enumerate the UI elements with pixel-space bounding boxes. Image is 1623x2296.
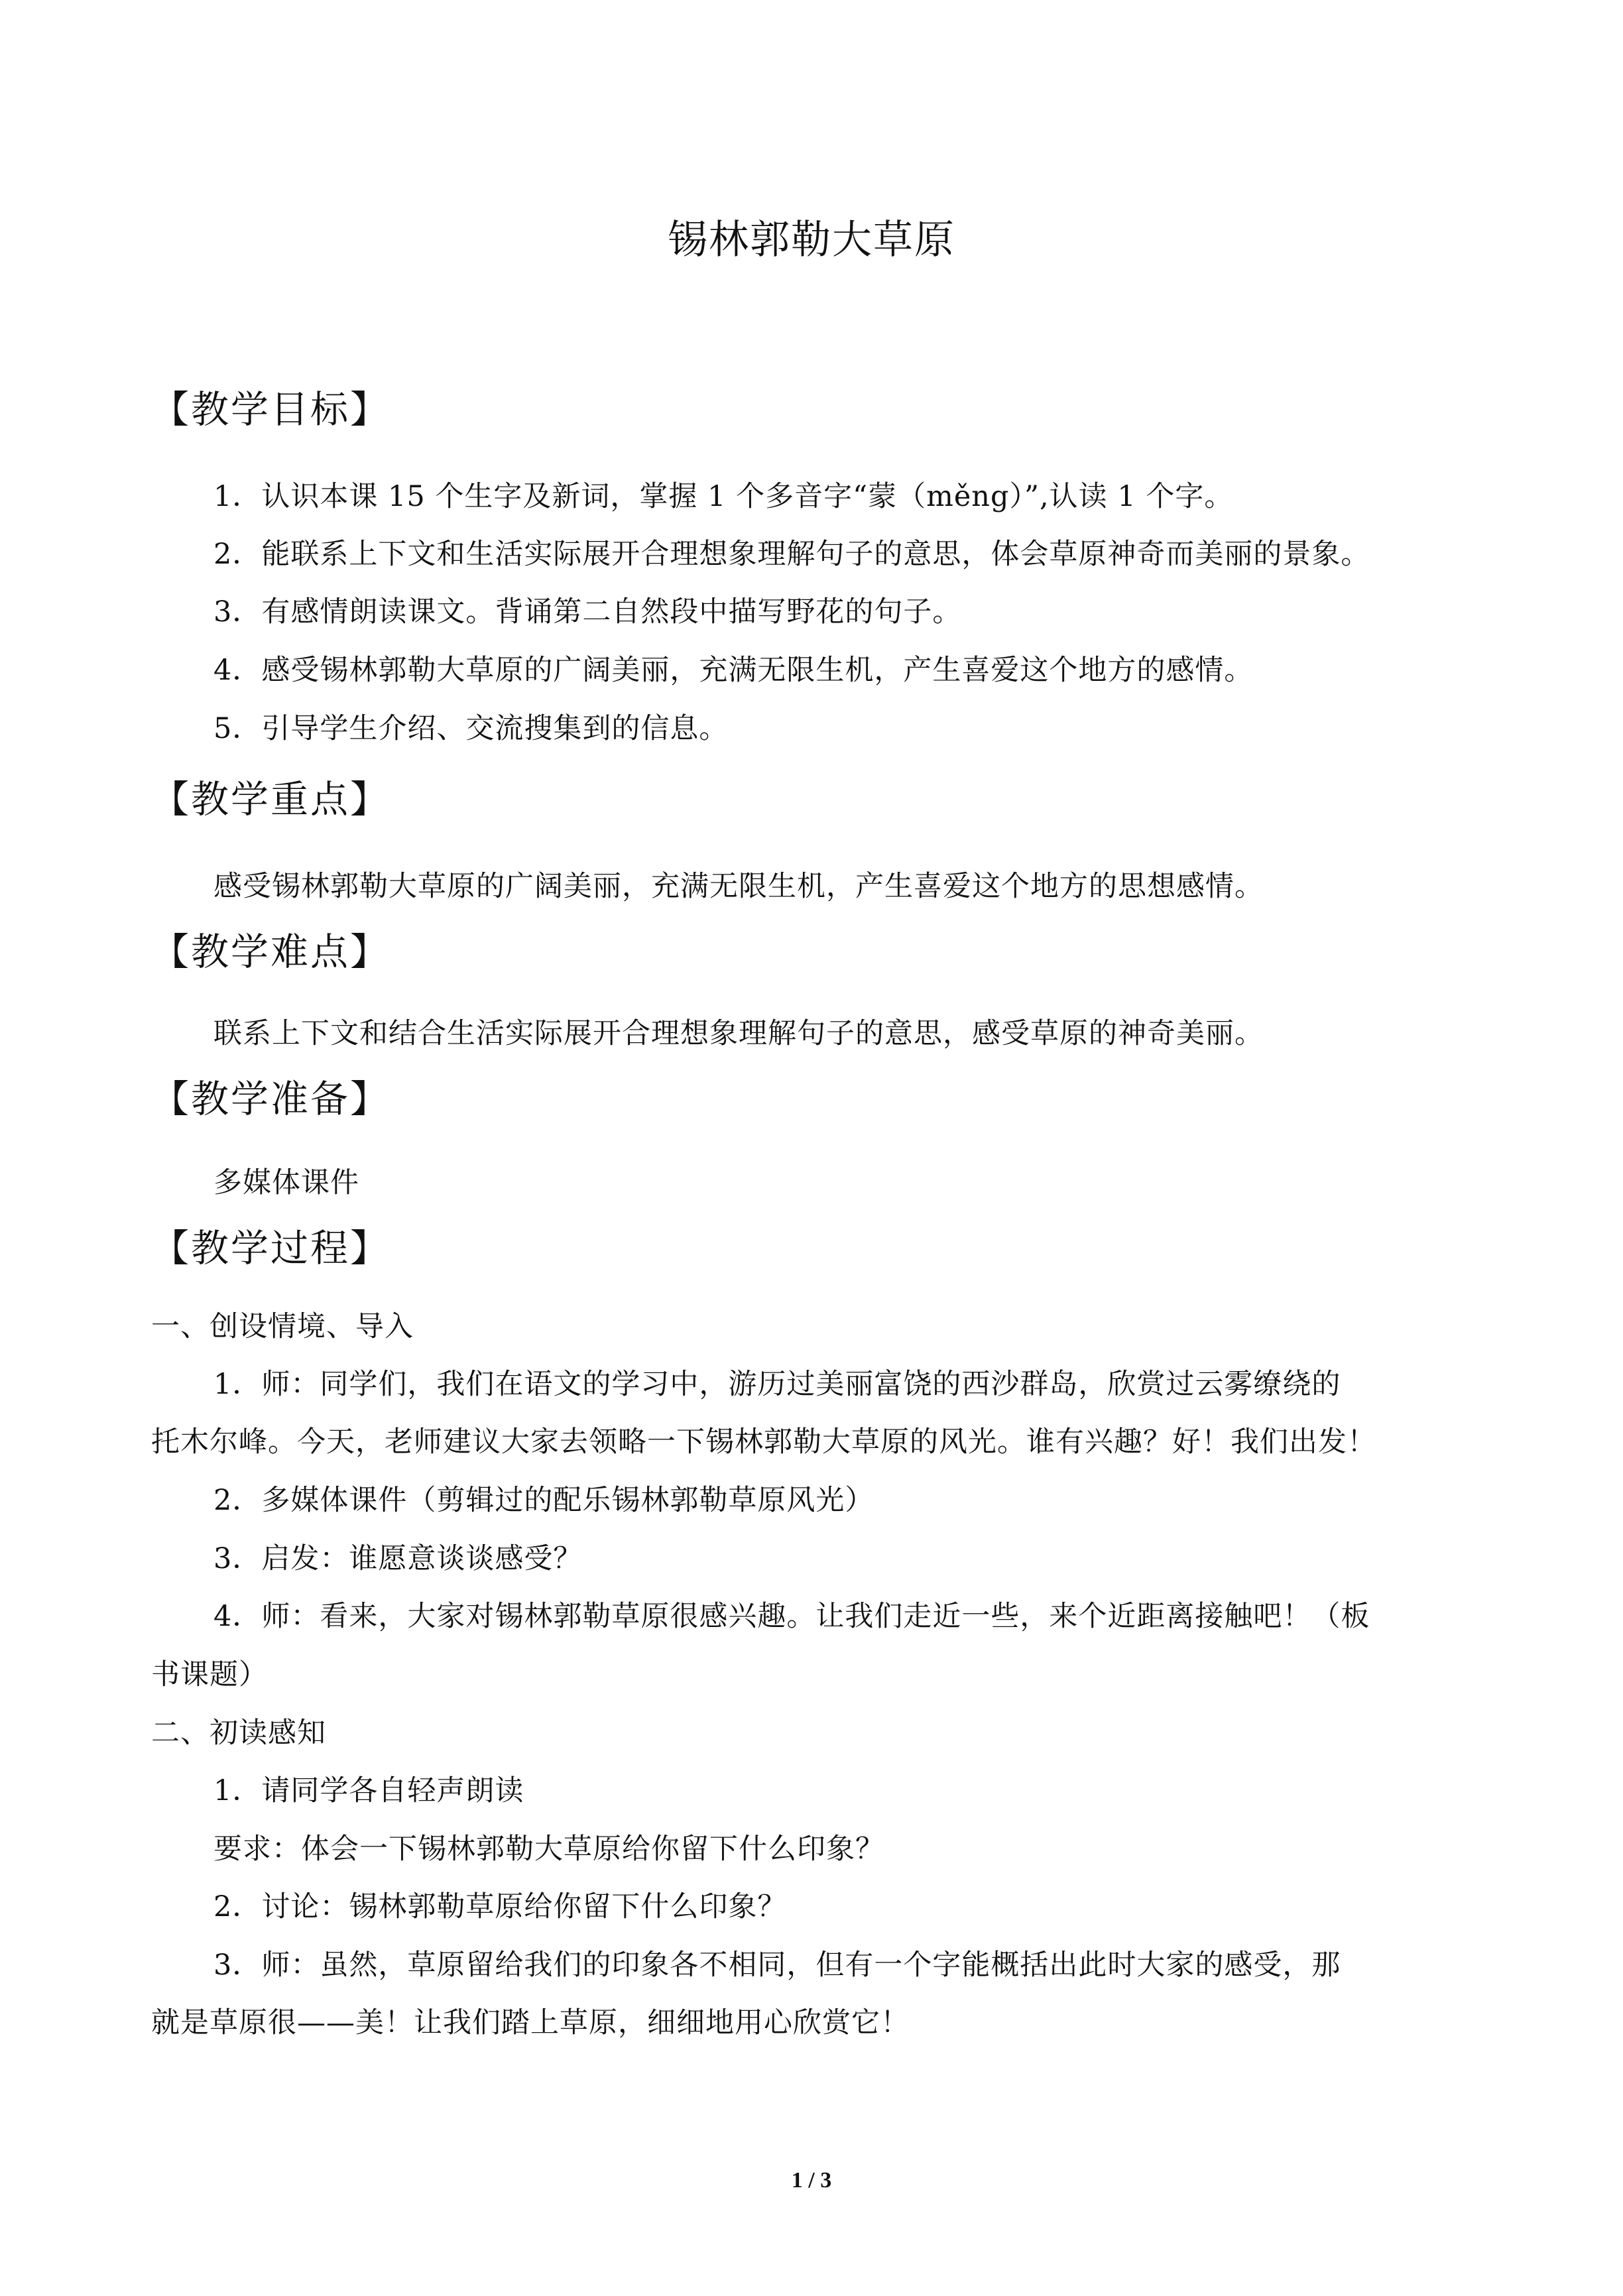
objective-1: 1．认识本课 15 个生字及新词，掌握 1 个多音字“蒙（měng）”,认读 1 个字。: [213, 480, 1234, 513]
document-title: 锡林郭勒大草原: [668, 217, 955, 263]
heading-key-points: 【教学重点】: [151, 778, 390, 821]
key-points-text: 感受锡林郭勒大草原的广阔美丽，充满无限生机，产生喜爱这个地方的思想感情。: [213, 870, 1264, 903]
objective-3: 3．有感情朗读课文。背诵第二自然段中描写野花的句子。: [213, 595, 962, 629]
heading-difficulties: 【教学难点】: [151, 930, 390, 974]
section-2-item-3-line-2: 就是草原很——美！让我们踏上草原，细细地用心欣赏它！: [151, 2006, 910, 2039]
heading-process: 【教学过程】: [151, 1227, 390, 1270]
section-1-item-3: 3．启发：谁愿意谈谈感受？: [213, 1542, 583, 1575]
heading-objectives: 【教学目标】: [151, 388, 390, 432]
section-1-item-1-line-2: 托木尔峰。今天，老师建议大家去领略一下锡林郭勒大草原的风光。谁有兴趣？好！我们出发！: [151, 1425, 1376, 1459]
section-2-title: 二、初读感知: [151, 1717, 326, 1750]
preparation-text: 多媒体课件: [213, 1166, 359, 1199]
objective-2: 2．能联系上下文和生活实际展开合理想象理解句子的意思，体会草原神奇而美丽的景象。: [213, 538, 1370, 571]
section-1-item-1-line-1: 1．师：同学们，我们在语文的学习中，游历过美丽富饶的西沙群岛，欣赏过云雾缭绕的: [213, 1368, 1341, 1401]
section-1-title: 一、创设情境、导入: [151, 1310, 414, 1343]
objective-5: 5．引导学生介绍、交流搜集到的信息。: [213, 712, 729, 745]
heading-preparation: 【教学准备】: [151, 1077, 390, 1121]
section-2-item-2: 2．讨论：锡林郭勒草原给你留下什么印象？: [213, 1890, 787, 1923]
objective-4: 4．感受锡林郭勒大草原的广阔美丽，充满无限生机，产生喜爱这个地方的感情。: [213, 654, 1254, 687]
section-2-item-1: 1．请同学各自轻声朗读: [213, 1774, 524, 1807]
page-number: 1 / 3: [791, 2168, 832, 2193]
section-2-item-3-line-1: 3．师：虽然，草原留给我们的印象各不相同，但有一个字能概括出此时大家的感受，那: [213, 1949, 1341, 1982]
difficulties-text: 联系上下文和结合生活实际展开合理想象理解句子的意思，感受草原的神奇美丽。: [213, 1017, 1264, 1050]
section-1-item-2: 2．多媒体课件（剪辑过的配乐锡林郭勒草原风光）: [213, 1484, 874, 1517]
section-2-requirement: 要求：体会一下锡林郭勒大草原给你留下什么印象？: [213, 1833, 884, 1866]
section-1-item-4-line-2: 书课题）: [151, 1658, 268, 1691]
section-1-item-4-line-1: 4．师：看来，大家对锡林郭勒草原很感兴趣。让我们走近一些，来个近距离接触吧！（板: [213, 1600, 1370, 1633]
